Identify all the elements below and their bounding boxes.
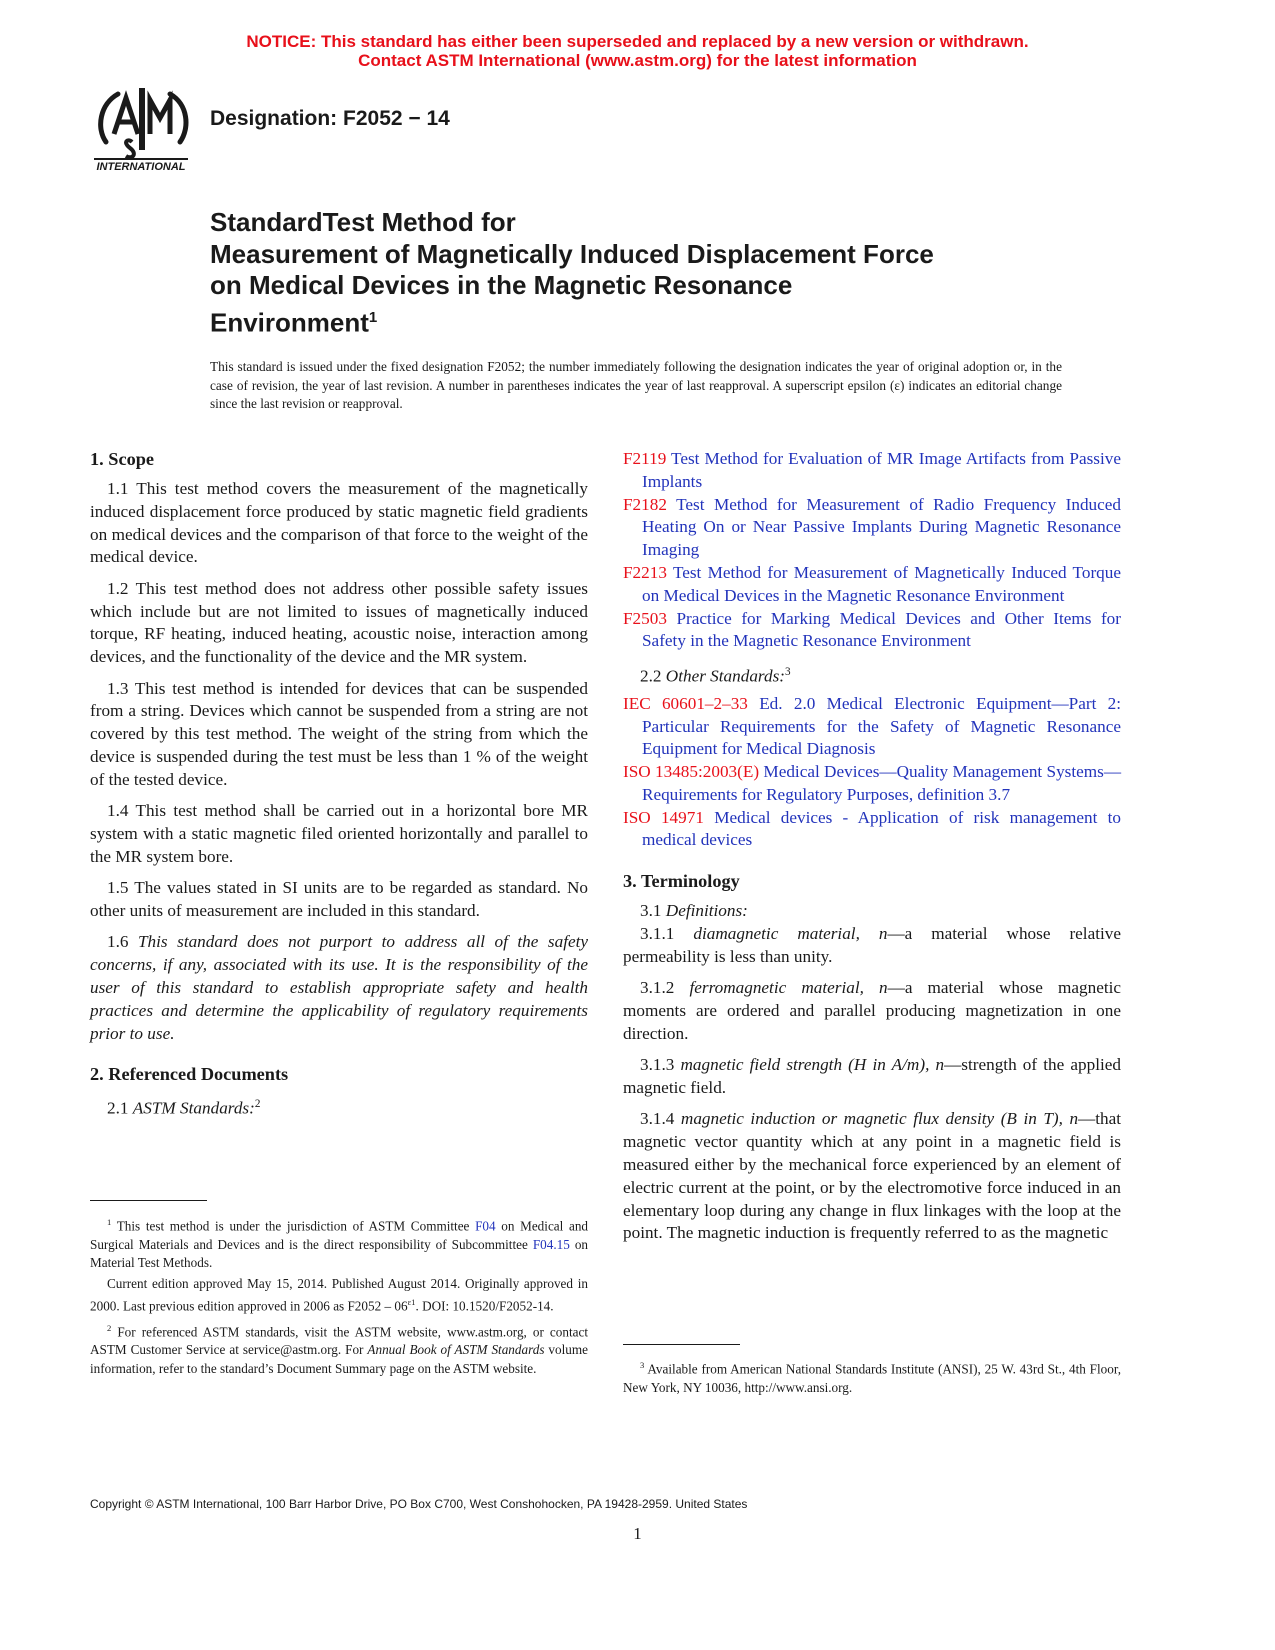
ref-code[interactable]: IEC 60601–2–33 <box>623 693 748 713</box>
ref-title[interactable]: Test Method for Evaluation of MR Image Artifacts from Passive Implants <box>642 449 1121 491</box>
paragraph-3-1 <box>623 900 1121 923</box>
footnote-2 <box>90 1319 588 1378</box>
paragraph-3-1-label: Definitions: <box>665 901 748 921</box>
edition-epsilon: ε1 <box>407 1297 416 1308</box>
ref-code[interactable]: F2213 <box>623 562 667 582</box>
footnote-1-text-a: This test method is under the jurisdiction of ASTM Committee <box>116 1218 476 1234</box>
ref-title[interactable]: Medical devices - Application of risk management to medical devices <box>642 807 1122 850</box>
ref-title[interactable]: Practice for Marking Medical Devices and Other Items for Safety in the Magnetic Resonance Environment <box>642 608 1121 651</box>
definition-term: magnetic field strength (H in A/m), n <box>680 1055 945 1075</box>
definition-text: —that magnetic vector quantity which at any point in a magnetic field is measured either by the mechanical force experienced by an element of electric current at the point, or by the electromotive force induced in an elementary loop during any change in flux linkages with the loop at the point. The magnetic induction is frequently referred to as the magnetic <box>623 1109 1122 1243</box>
paragraph-2-2 <box>623 661 1121 689</box>
ref-f2119[interactable] <box>623 448 1121 494</box>
title-line-4 <box>210 302 1110 339</box>
ref-code[interactable]: F2182 <box>623 494 667 514</box>
footnote-divider-left <box>90 1200 207 1201</box>
page-number: 1 <box>633 1524 642 1543</box>
ref-title[interactable]: Medical Devices—Quality Management Systems—Requirements for Regulatory Purposes, definition 3.7 <box>642 762 1122 804</box>
footnote-3-marker: 3 <box>640 1360 645 1370</box>
paragraph-1-6-text: This standard does not purport to address all of the safety concerns, if any, associated with its use. It is the responsibility of the user of this standard to establish appropriate safety and health practices and determine the applicability of regulatory requirements prior to use. <box>90 932 589 1043</box>
withdrawal-notice <box>0 32 1275 70</box>
footnote-1-edition <box>90 1275 588 1316</box>
notice-line-2: Contact ASTM International (www.astm.org) for the latest information <box>358 51 917 70</box>
footnote-2-book: Annual Book of ASTM Standards <box>367 1342 545 1358</box>
logo-text: INTERNATIONAL <box>96 161 186 173</box>
ref-iso-14971[interactable] <box>623 807 1121 853</box>
ref-f2213[interactable] <box>623 562 1121 608</box>
definition-3-1-3 <box>623 1054 1121 1100</box>
footnote-1-marker: 1 <box>107 1217 112 1227</box>
paragraph-2-2-label: Other Standards: <box>665 666 785 686</box>
definition-3-1-1 <box>623 923 1121 969</box>
definition-text: —a material whose magnetic moments are ordered and parallel producing magnetization in one direction. <box>623 978 1122 1043</box>
right-column <box>623 448 1121 1254</box>
footnote-1-text-c: on Material Test Methods. <box>90 1236 589 1270</box>
section-1-heading: 1. Scope <box>90 449 154 469</box>
ref-title[interactable]: Test Method for Measurement of Magnetically Induced Torque on Medical Devices in the Magnetic Resonance Environment <box>642 562 1121 605</box>
ref-code[interactable]: ISO 14971 <box>623 807 704 827</box>
definition-num: 3.1.3 <box>640 1055 675 1075</box>
footnotes-right <box>623 1356 1121 1400</box>
title-line-4-text: Environment <box>210 307 369 338</box>
paragraph-2-2-num: 2.2 <box>640 666 662 686</box>
paragraph-2-1-num: 2.1 <box>107 1099 129 1119</box>
footnotes-left <box>90 1213 588 1381</box>
left-column <box>90 448 588 1129</box>
ref-title[interactable]: Test Method for Measurement of Radio Frequency Induced Heating On or Near Passive Implants During Magnetic Resonance Imaging <box>642 494 1121 560</box>
astm-logo-icon <box>92 84 192 174</box>
section-2-heading: 2. Referenced Documents <box>90 1064 289 1085</box>
ref-iec-60601[interactable] <box>623 693 1121 761</box>
ref-f2182[interactable] <box>623 494 1121 562</box>
footnote-1 <box>90 1213 588 1272</box>
ref-code[interactable]: F2119 <box>623 449 667 468</box>
edition-text-a: Current edition approved May 15, 2014. Published August 2014. Originally approved in 2000. Last previous edition approved in 2006 as F2052 – 06 <box>90 1276 588 1314</box>
footnote-2-marker: 2 <box>107 1322 112 1333</box>
title-line-2: Measurement of Magnetically Induced Displacement Force <box>210 238 934 269</box>
definition-num: 3.1.2 <box>640 978 675 998</box>
ref-code[interactable]: F2503 <box>623 608 667 628</box>
title-footnote-ref[interactable]: 1 <box>368 308 378 326</box>
footnote-2-text-a: For referenced ASTM standards, visit the ASTM website, www.astm.org, or contact ASTM Customer Service at service@astm.org. For <box>90 1324 588 1358</box>
footnote-2-text-b: volume information, refer to the standard’s Document Summary page on the ASTM website. <box>90 1342 588 1376</box>
copyright-notice: Copyright © ASTM International, 100 Barr Harbor Drive, PO Box C700, West Conshohocken, PA 19428-2959. United States <box>90 1497 748 1511</box>
paragraph-1-4: 1.4 This test method shall be carried out in a horizontal bore MR system with a static magnetic filed oriented horizontally and parallel to the MR system bore. <box>90 801 588 866</box>
paragraph-3-1-num: 3.1 <box>640 901 662 921</box>
definition-text: —strength of the applied magnetic field. <box>623 1055 1121 1098</box>
designation: Designation: F2052 − 14 <box>210 107 450 130</box>
definition-num: 3.1.1 <box>640 924 675 944</box>
section-3-heading: 3. Terminology <box>623 871 740 892</box>
document-title <box>210 207 1110 339</box>
edition-text-b: . DOI: 10.1520/F2052-14. <box>415 1298 554 1314</box>
definition-term: magnetic induction or magnetic flux density (B in T), n <box>680 1109 1079 1129</box>
footnote-ref-2[interactable]: 2 <box>254 1098 261 1111</box>
paragraph-1-1: 1.1 This test method covers the measurement of the magnetically induced displacement force produced by static magnetic field gradients on medical devices and the comparison of that force to the weight of the medical device. <box>90 479 588 567</box>
definition-term: diamagnetic material, n <box>693 924 888 944</box>
ref-code[interactable]: ISO 13485:2003(E) <box>623 762 760 782</box>
paragraph-2-1 <box>90 1093 588 1121</box>
paragraph-1-3: 1.3 This test method is intended for devices that can be suspended from a string. Devices which cannot be suspended from a string are not covered by this test method. The weight of the string from which the device is suspended during the test must be less than 1 % of the weight of the tested device. <box>90 678 588 789</box>
footnote-divider-right <box>623 1344 740 1345</box>
definition-num: 3.1.4 <box>640 1109 675 1129</box>
subcommittee-f04-15-link[interactable]: F04.15 <box>532 1236 570 1252</box>
title-line-1: StandardTest Method for <box>210 207 516 237</box>
definition-3-1-4 <box>623 1108 1121 1245</box>
astm-logo <box>92 84 192 174</box>
ref-f2503[interactable] <box>623 608 1121 654</box>
footnote-3-text: Available from American National Standards Institute (ANSI), 25 W. 43rd St., 4th Floor, New York, NY 10036, http://www.ansi.org. <box>623 1361 1121 1395</box>
notice-line-1: NOTICE: This standard has either been superseded and replaced by a new version or withdrawn. <box>246 32 1029 51</box>
paragraph-1-2: 1.2 This test method does not address other possible safety issues which include but are not limited to issues of magnetically induced torque, RF heating, induced heating, acoustic noise, interaction among devices, and the functionality of the device and the MR system. <box>90 578 588 667</box>
footnote-1-text-b: on Medical and Surgical Materials and Devices and is the direct responsibility of Subcommittee <box>90 1218 589 1252</box>
paragraph-1-6-num: 1.6 <box>107 932 129 952</box>
paragraph-2-1-label: ASTM Standards: <box>132 1099 255 1119</box>
definition-text: —a material whose relative permeability is less than unity. <box>623 924 1121 966</box>
definition-term: ferromagnetic material, n <box>689 978 888 998</box>
paragraph-1-5: 1.5 The values stated in SI units are to be regarded as standard. No other units of measurement are included in this standard. <box>90 878 588 920</box>
committee-f04-link[interactable]: F04 <box>475 1218 496 1234</box>
paragraph-1-6 <box>90 931 588 1045</box>
definition-3-1-2 <box>623 977 1121 1045</box>
ref-iso-13485[interactable] <box>623 761 1121 807</box>
footnote-ref-3[interactable]: 3 <box>784 666 791 679</box>
title-line-3: on Medical Devices in the Magnetic Resonance <box>210 270 793 300</box>
standard-preamble: This standard is issued under the fixed designation F2052; the number immediately following the designation indicates the year of original adoption or, in the case of revision, the year of last revision. A number in parentheses indicates the year of last reapproval. A superscript epsilon (ε) indicates an editorial change since the last revision or reapproval. <box>210 359 1062 411</box>
ref-title[interactable]: Ed. 2.0 Medical Electronic Equipment—Part 2: Particular Requirements for the Safety of Magnetic Resonance Equipment for Medical Diagnosis <box>642 693 1122 759</box>
footnote-3 <box>623 1356 1121 1397</box>
